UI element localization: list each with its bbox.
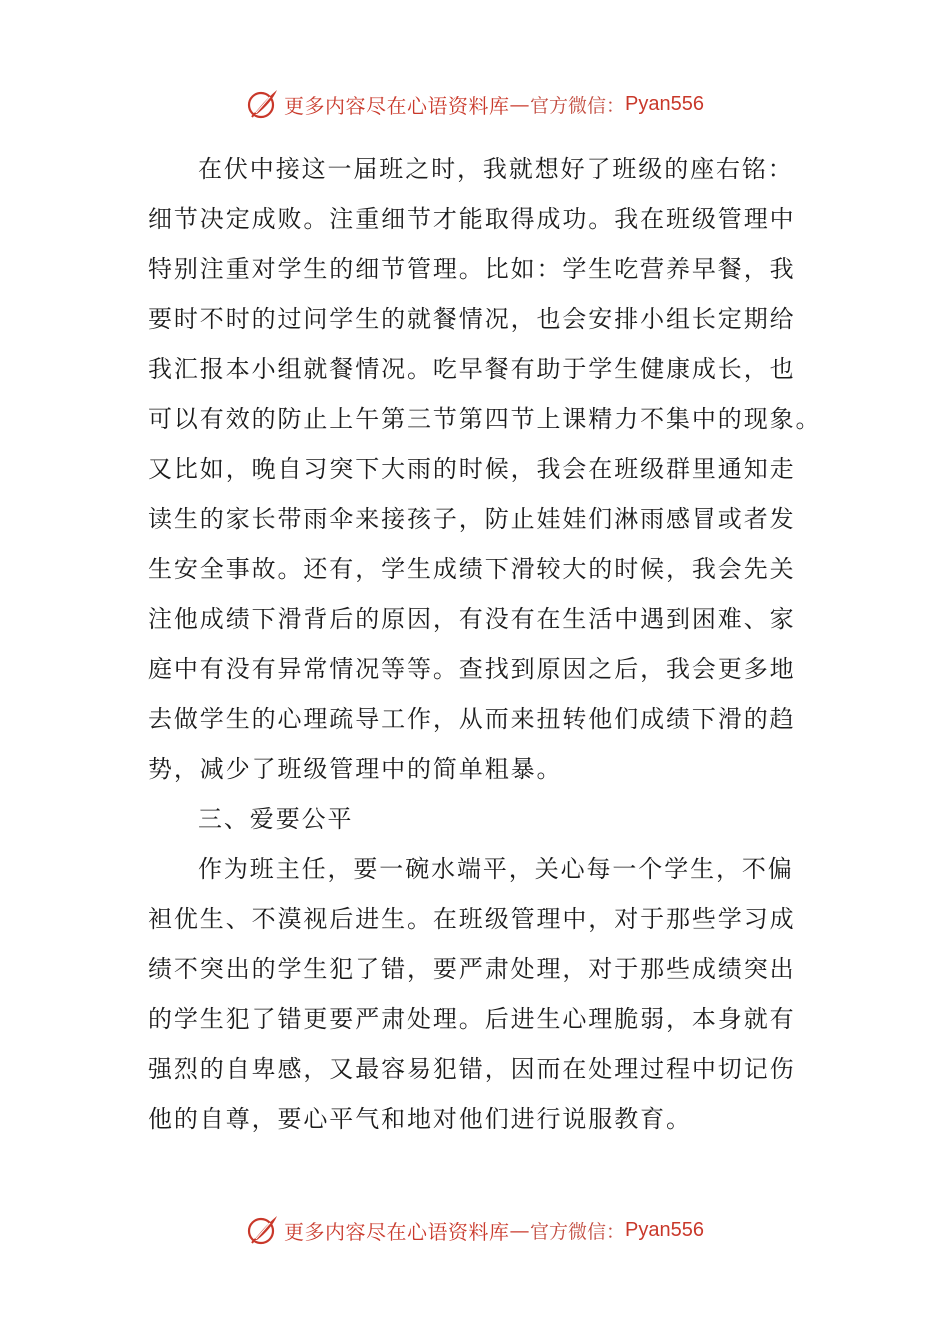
banner-dash: — [509,92,530,116]
paragraph-line: 势，减少了班级管理中的简单粗暴。 [148,755,563,783]
quill-pen-logo-icon [246,1213,280,1247]
paragraph-line: 可以有效的防止上午第三节第四节上课精力不集中的现象。 [148,405,822,433]
footer-watermark-banner [0,1210,950,1250]
banner-wechat-label: 官方微信： [530,94,626,117]
header-watermark-banner [0,84,950,124]
banner-dash: — [509,1218,530,1242]
paragraph-line: 袒优生、不漠视后进生。在班级管理中，对于那些学习成 [148,905,796,933]
paragraph-line: 庭中有没有异常情况等等。查找到原因之后，我会更多地 [148,655,796,683]
paragraph-line: 注他成绩下滑背后的原因，有没有在生活中遇到困难、家 [148,605,796,633]
paragraph-line: 我汇报本小组就餐情况。吃早餐有助于学生健康成长，也 [148,355,796,383]
paragraph-line: 作为班主任，要一碗水端平，关心每一个学生，不偏 [198,855,794,883]
banner-wechat-id: Pyan556 [625,92,704,115]
paragraph-line: 在伏中接这一届班之时，我就想好了班级的座右铭： [198,155,794,183]
paragraph-line: 特别注重对学生的细节管理。比如：学生吃营养早餐，我 [148,255,796,283]
paragraph-line: 去做学生的心理疏导工作，从而来扭转他们成绩下滑的趋 [148,705,796,733]
paragraph-line: 又比如，晚自习突下大雨的时候，我会在班级群里通知走 [148,455,796,483]
banner-site-text: 更多内容尽在心语资料库 [284,93,510,118]
document-body [148,144,822,1144]
paragraph-line: 细节决定成败。注重细节才能取得成功。我在班级管理中 [148,205,796,233]
banner-site-text: 更多内容尽在心语资料库 [284,1219,510,1244]
banner-wechat-label: 官方微信： [530,1220,626,1243]
paragraph-line: 的学生犯了错更要严肃处理。后进生心理脆弱，本身就有 [148,1005,796,1033]
section-heading: 三、爱要公平 [198,805,354,833]
banner-wechat-id: Pyan556 [625,1218,704,1241]
quill-pen-logo-icon [246,87,280,121]
paragraph-line: 要时不时的过问学生的就餐情况，也会安排小组长定期给 [148,305,796,333]
paragraph-line: 强烈的自卑感，又最容易犯错，因而在处理过程中切记伤 [148,1055,796,1083]
paragraph-line: 他的自尊，要心平气和地对他们进行说服教育。 [148,1105,692,1133]
paragraph-line: 生安全事故。还有，学生成绩下滑较大的时候，我会先关 [148,555,796,583]
paragraph-line: 读生的家长带雨伞来接孩子，防止娃娃们淋雨感冒或者发 [148,505,796,533]
paragraph-line: 绩不突出的学生犯了错，要严肃处理，对于那些成绩突出 [148,955,796,983]
